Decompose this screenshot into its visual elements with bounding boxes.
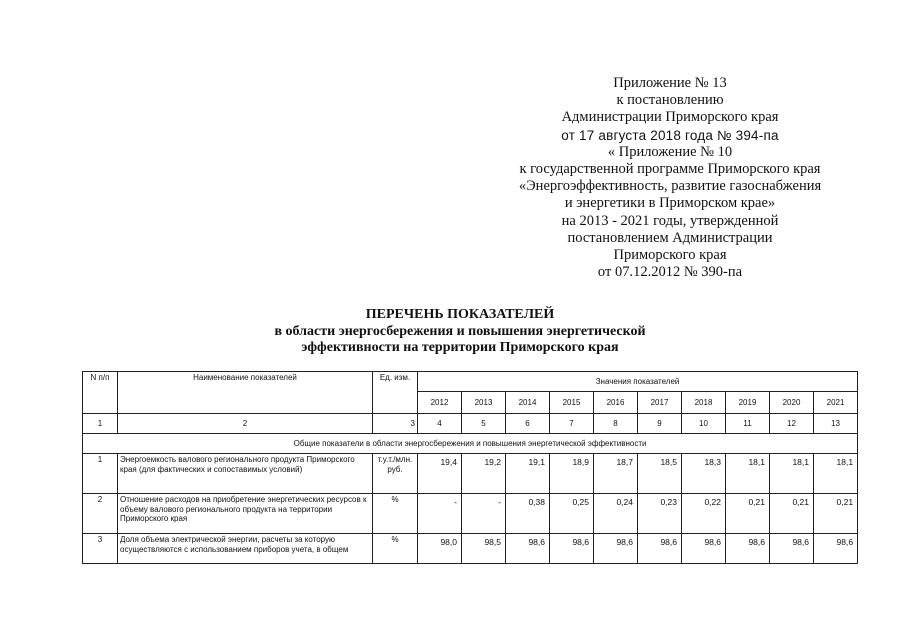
- row-value: 98,5: [462, 534, 506, 564]
- column-number: 12: [770, 414, 814, 434]
- approval-line: на 2013 - 2021 годы, утвержденной: [561, 212, 779, 229]
- header-name: Наименование показателей: [118, 372, 373, 414]
- row-value: 19,2: [462, 454, 506, 494]
- column-number: 13: [814, 414, 858, 434]
- row-value: 98,6: [726, 534, 770, 564]
- approval-line: к государственной программе Приморского края: [519, 161, 821, 178]
- approval-line: от 07.12.2012 № 390-па: [597, 264, 743, 281]
- approval-line: Приморского края: [613, 247, 727, 264]
- heading-subtitle: эффективности на территории Приморского края: [301, 340, 619, 355]
- row-name: Доля объема электрической энергии, расчеты за которую осуществляются с использованием приборов учета, в общем: [118, 534, 373, 564]
- row-value: 18,1: [726, 454, 770, 494]
- row-value: 98,6: [594, 534, 638, 564]
- row-value: 0,22: [682, 494, 726, 534]
- header-year: 2015: [550, 392, 594, 414]
- row-value: 18,3: [682, 454, 726, 494]
- column-number: 9: [638, 414, 682, 434]
- heading-subtitle: в области энергосбережения и повышения энергетической: [274, 323, 646, 339]
- row-value: 0,38: [506, 494, 550, 534]
- header-year: 2012: [418, 392, 462, 414]
- row-value: 18,1: [770, 454, 814, 494]
- column-number: 7: [550, 414, 594, 434]
- approval-line: к постановлению: [616, 92, 724, 109]
- row-unit: %: [373, 534, 418, 564]
- heading-title: ПЕРЕЧЕНЬ ПОКАЗАТЕЛЕЙ: [365, 307, 555, 322]
- row-value: 98,6: [550, 534, 594, 564]
- header-year: 2016: [594, 392, 638, 414]
- row-unit: %: [373, 494, 418, 534]
- row-num: 1: [83, 454, 118, 494]
- approval-date-line: от 17 августа 2018 года № 394-па: [561, 127, 779, 143]
- column-number: 11: [726, 414, 770, 434]
- row-value: 0,21: [770, 494, 814, 534]
- row-value: 19,4: [418, 454, 462, 494]
- approval-line: «Энергоэффективность, развитие газоснабжения: [518, 178, 822, 195]
- row-value: 98,6: [814, 534, 858, 564]
- row-value: 18,9: [550, 454, 594, 494]
- column-number: 3: [373, 414, 418, 434]
- document-heading: [160, 307, 760, 357]
- row-value: 0,23: [638, 494, 682, 534]
- column-number: 4: [418, 414, 462, 434]
- row-value: 18,5: [638, 454, 682, 494]
- row-value: 0,21: [814, 494, 858, 534]
- column-number: 2: [118, 414, 373, 434]
- row-name: Отношение расходов на приобретение энергетических ресурсов к объему валового регионального продукта на территории Приморского края: [118, 494, 373, 534]
- column-number: 10: [682, 414, 726, 434]
- header-values: Значения показателей: [418, 372, 858, 392]
- table-row: [83, 534, 858, 564]
- header-year: 2014: [506, 392, 550, 414]
- header-year: 2018: [682, 392, 726, 414]
- section-title: Общие показатели в области энергосбережения и повышения энергетической эффективности: [83, 434, 858, 454]
- column-number: 6: [506, 414, 550, 434]
- row-unit: т.у.т./млн. руб.: [373, 454, 418, 494]
- approval-line: Приложение № 13: [613, 75, 727, 91]
- row-value: 98,0: [418, 534, 462, 564]
- column-number: 1: [83, 414, 118, 434]
- indicators-table: [82, 371, 858, 564]
- row-num: 2: [83, 494, 118, 534]
- column-number: 5: [462, 414, 506, 434]
- header-year: 2013: [462, 392, 506, 414]
- approval-line: постановлением Администрации: [567, 229, 773, 246]
- header-year: 2017: [638, 392, 682, 414]
- table-row: [83, 454, 858, 494]
- approval-line: Администрации Приморского края: [561, 109, 779, 126]
- approval-line: « Приложение № 10: [607, 143, 733, 160]
- approval-line: и энергетики в Приморском крае»: [564, 195, 776, 212]
- header-unit: Ед. изм.: [373, 372, 418, 414]
- header-year: 2020: [770, 392, 814, 414]
- table-row: [83, 494, 858, 534]
- row-value: 0,25: [550, 494, 594, 534]
- column-number: 8: [594, 414, 638, 434]
- row-value: 19,1: [506, 454, 550, 494]
- row-name: Энергоемкость валового регионального продукта Приморского края (для фактических и сопоставимых условий): [118, 454, 373, 494]
- row-value: 0,21: [726, 494, 770, 534]
- row-value: 0,24: [594, 494, 638, 534]
- row-value: 98,6: [638, 534, 682, 564]
- row-num: 3: [83, 534, 118, 564]
- row-value: 18,7: [594, 454, 638, 494]
- row-value: -: [418, 494, 462, 534]
- row-value: 18,1: [814, 454, 858, 494]
- row-value: 98,6: [770, 534, 814, 564]
- header-year: 2019: [726, 392, 770, 414]
- row-value: -: [462, 494, 506, 534]
- header-year: 2021: [814, 392, 858, 414]
- row-value: 98,6: [506, 534, 550, 564]
- header-num: N п/п: [83, 372, 118, 414]
- row-value: 98,6: [682, 534, 726, 564]
- approval-block: [470, 75, 870, 281]
